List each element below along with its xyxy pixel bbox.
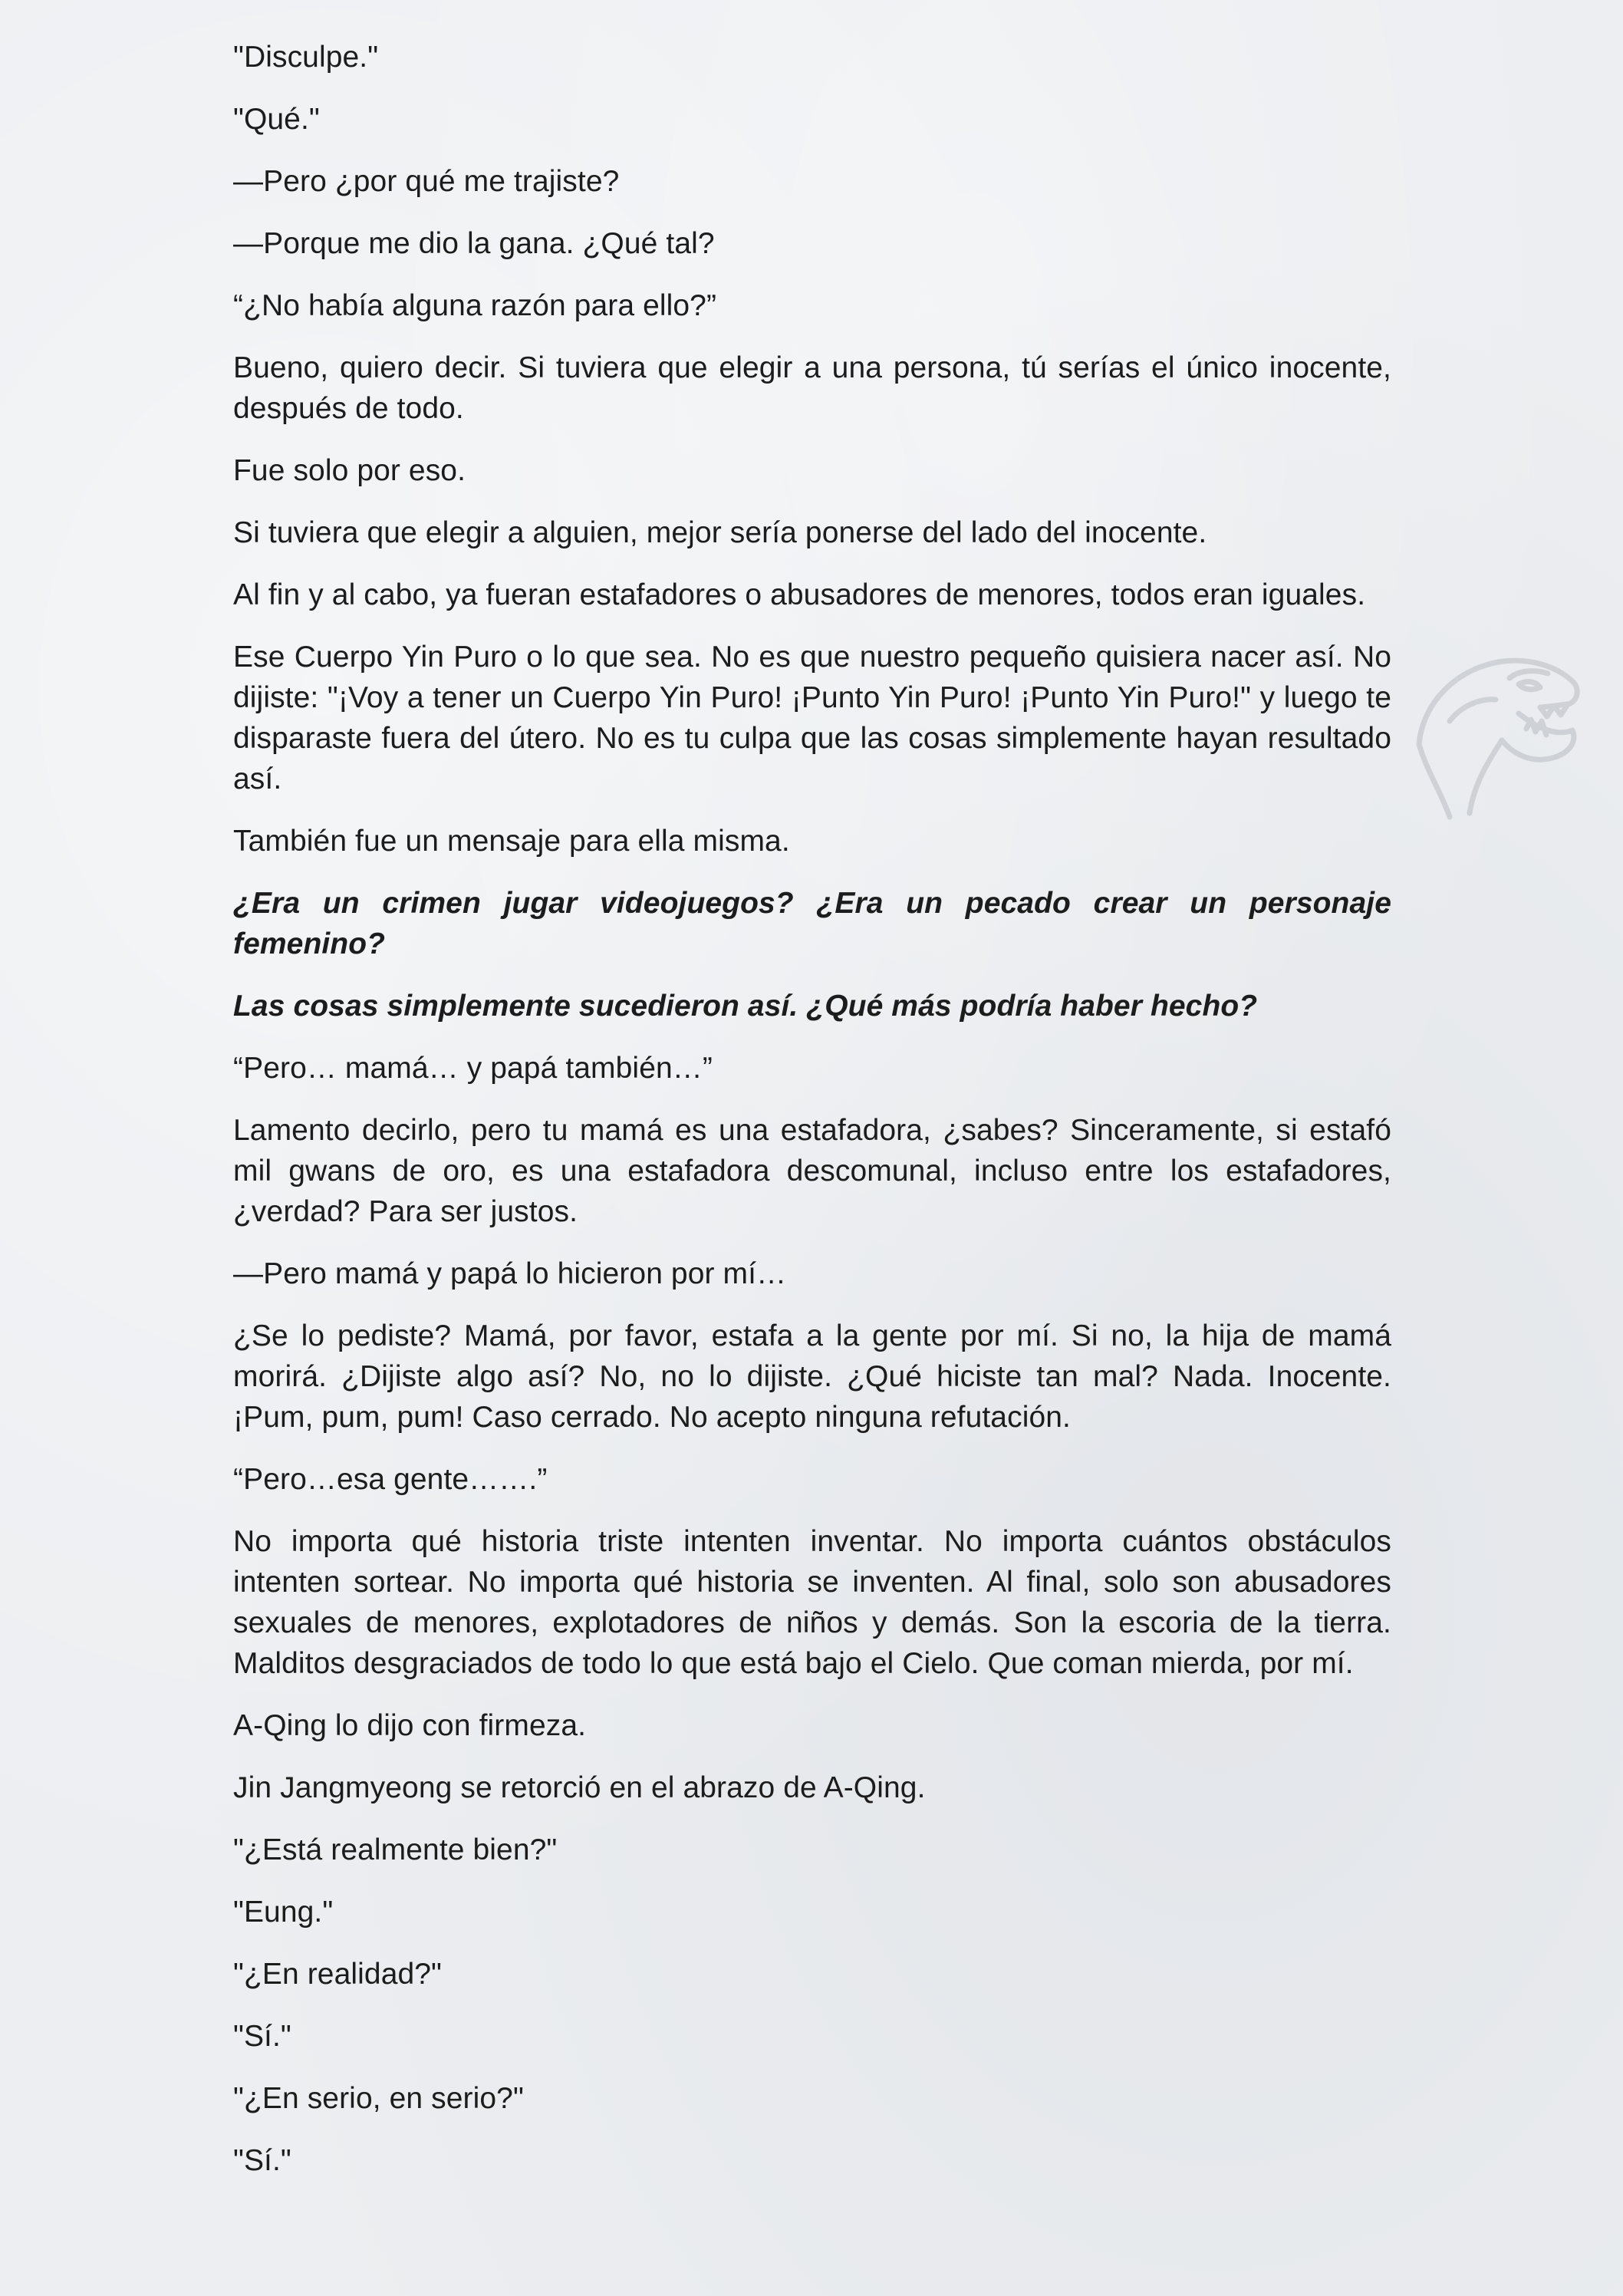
paragraph: ¿Se lo pediste? Mamá, por favor, estafa a la gente por mí. Si no, la hija de mamá morirá. ¿Dijiste algo así? No, no lo dijiste. ¿Qué hiciste tan mal? Nada. Inocente. ¡Pum, pum, pum! Caso cerrado. No acepto ninguna refutación. — [233, 1319, 1391, 1434]
paragraph: —Porque me dio la gana. ¿Qué tal? — [233, 227, 715, 260]
paragraph: "Eung." — [233, 1896, 334, 1929]
paragraph: Jin Jangmyeong se retorció en el abrazo de A-Qing. — [233, 1771, 926, 1804]
paragraph: "Sí." — [233, 2144, 291, 2177]
document-body — [233, 37, 1391, 2202]
paragraph: "Qué." — [233, 103, 320, 136]
paragraph: Al fin y al cabo, ya fueran estafadores o abusadores de menores, todos eran iguales. — [233, 578, 1366, 611]
paragraph: Si tuviera que elegir a alguien, mejor sería ponerse del lado del inocente. — [233, 516, 1207, 549]
paragraph: "¿En serio, en serio?" — [233, 2082, 524, 2115]
paragraph: "Sí." — [233, 2020, 291, 2053]
emphasized-paragraph: Las cosas simplemente sucedieron así. ¿Qué más podría haber hecho? — [233, 990, 1258, 1023]
paragraph: Fue solo por eso. — [233, 454, 466, 487]
paragraph: —Pero ¿por qué me trajiste? — [233, 165, 620, 198]
paragraph: “¿No había alguna razón para ello?” — [233, 289, 717, 322]
paragraph: A-Qing lo dijo con firmeza. — [233, 1709, 587, 1742]
paragraph: Lamento decirlo, pero tu mamá es una estafadora, ¿sabes? Sinceramente, si estafó mil gwans de oro, es una estafadora descomunal, incluso entre los estafadores, ¿verdad? Para ser justos. — [233, 1114, 1391, 1228]
paragraph: “Pero… mamá… y papá también…” — [233, 1052, 713, 1085]
paragraph: No importa qué historia triste intenten inventar. No importa cuántos obstáculos intenten sortear. No importa qué historia se inventen. Al final, solo son abusadores sexuales de menores, explotadores de niños y demás. Son la escoria de la tierra. Malditos desgraciados de todo lo que está bajo el Cielo. Que coman mierda, por mí. — [233, 1525, 1391, 1680]
paragraph: También fue un mensaje para ella misma. — [233, 825, 790, 858]
emphasized-paragraph: ¿Era un crimen jugar videojuegos? ¿Era un pecado crear un personaje femenino? — [233, 887, 1391, 960]
paragraph: —Pero mamá y papá lo hicieron por mí… — [233, 1257, 787, 1290]
paragraph: "¿Está realmente bien?" — [233, 1833, 558, 1866]
dinosaur-head-icon — [1404, 629, 1588, 828]
paragraph: Ese Cuerpo Yin Puro o lo que sea. No es que nuestro pequeño quisiera nacer así. No dijiste: "¡Voy a tener un Cuerpo Yin Puro! ¡Punto Yin Puro! ¡Punto Yin Puro!" y luego te disparaste fuera del útero. No es tu culpa que las cosas simplemente hayan resultado así. — [233, 641, 1391, 796]
paragraph: “Pero…esa gente…….” — [233, 1463, 548, 1496]
paragraph: "¿En realidad?" — [233, 1958, 443, 1991]
paragraph: Bueno, quiero decir. Si tuviera que elegir a una persona, tú serías el único inocente, después de todo. — [233, 351, 1391, 425]
paragraph: "Disculpe." — [233, 41, 379, 74]
